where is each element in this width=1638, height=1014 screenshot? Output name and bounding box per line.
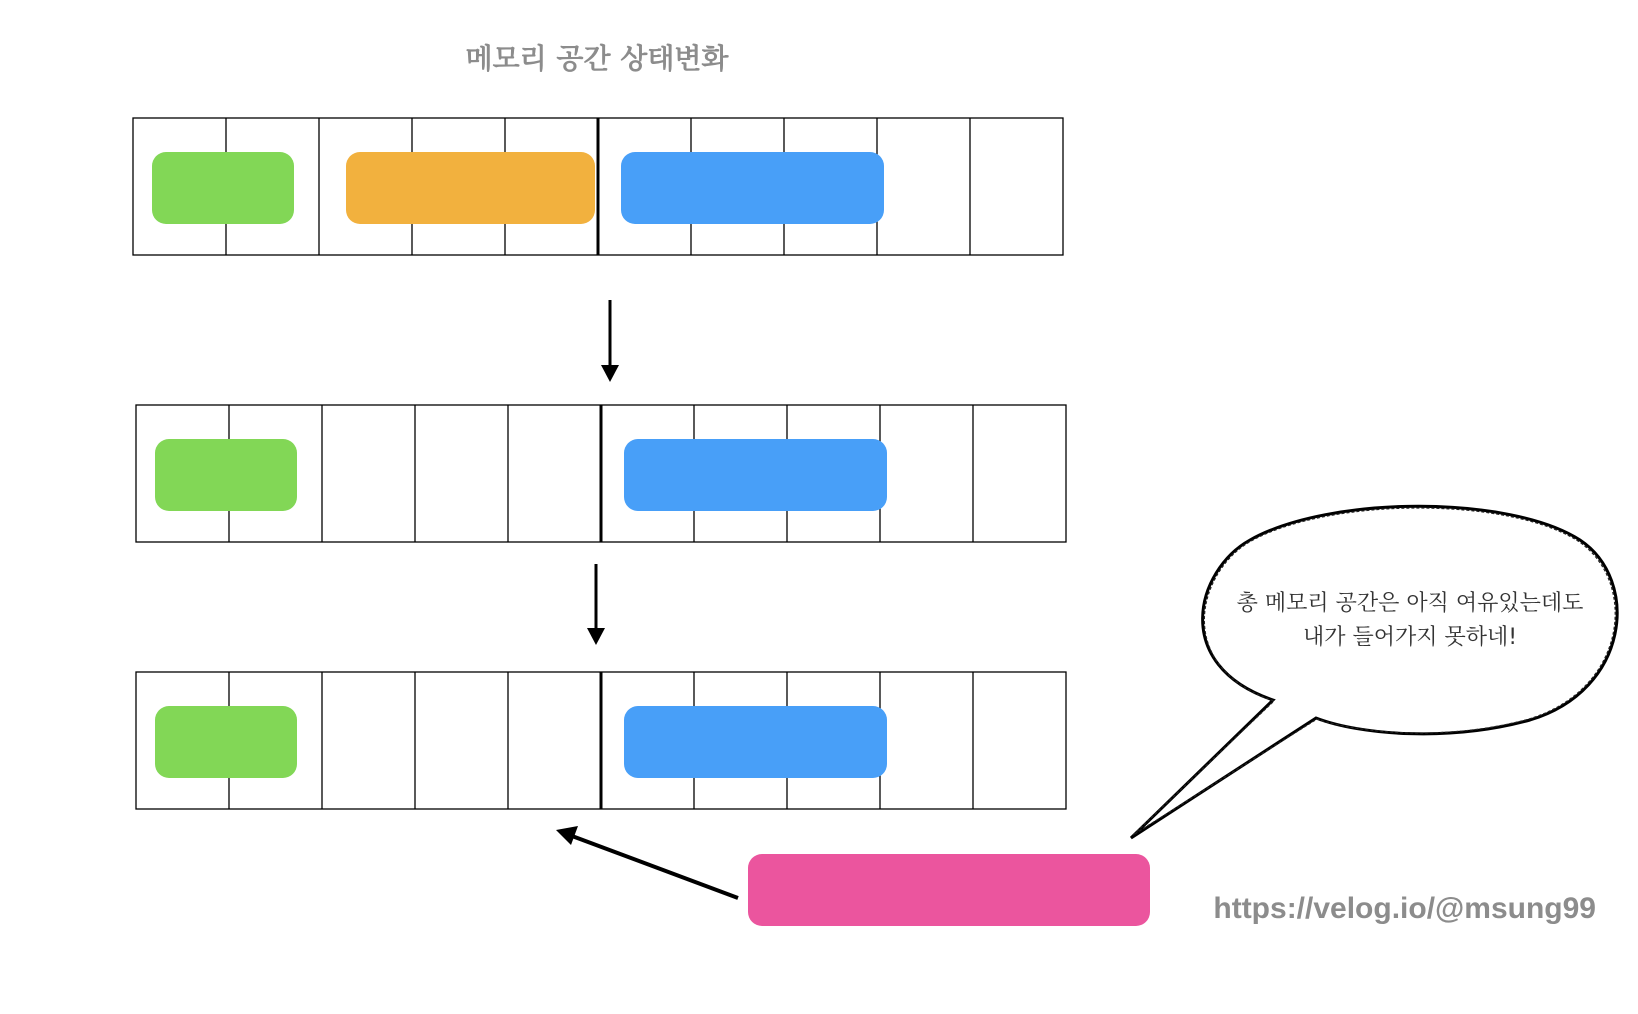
state-1-green-block (152, 152, 294, 224)
state-3-blue-block (624, 706, 887, 778)
memory-states-layer (133, 118, 1066, 809)
diagram-title: 메모리 공간 상태변화 (465, 42, 729, 75)
transition-arrow-1 (601, 300, 619, 382)
state-3-green-block (155, 706, 297, 778)
state-2-blue-block (624, 439, 887, 511)
memory-state-1 (133, 118, 1063, 255)
speech-bubble-line-1: 총 메모리 공간은 아직 여유있는데도 (1236, 591, 1584, 616)
memory-state-2 (136, 405, 1066, 542)
speech-bubble (1131, 506, 1617, 838)
watermark-url: https://velog.io/@msung99 (1213, 892, 1596, 925)
state-1-orange-block (346, 152, 595, 224)
memory-state-3 (136, 672, 1066, 809)
state-2-green-block (155, 439, 297, 511)
transition-arrow-2 (587, 564, 605, 645)
speech-bubble-line-2: 내가 들어가지 못하네! (1302, 625, 1518, 650)
allocation-attempt-arrow (556, 826, 738, 898)
state-1-blue-block (621, 152, 884, 224)
incoming-process-block (748, 854, 1150, 926)
